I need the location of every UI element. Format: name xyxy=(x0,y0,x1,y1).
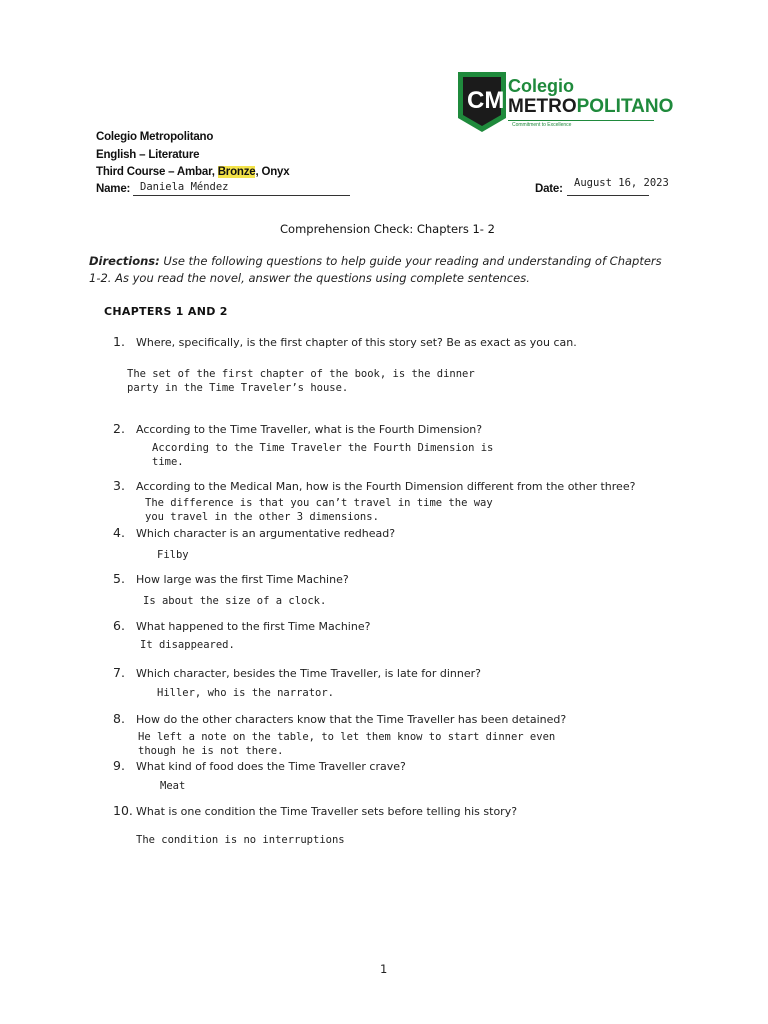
course-highlight: Bronze xyxy=(217,166,256,178)
date-value: August 16, 2023 xyxy=(574,177,669,189)
page-number: 1 xyxy=(380,962,388,976)
date-label: Date: xyxy=(535,183,563,195)
question-text: Where, specifically, is the first chapter of this story set? Be as exact as you can. xyxy=(136,336,577,349)
question-number: 6. xyxy=(113,618,125,633)
answer-text: The condition is no interruptions xyxy=(136,834,345,846)
directions-label: Directions: xyxy=(89,254,160,268)
name-value: Daniela Méndez xyxy=(140,181,229,193)
question-text: Which character, besides the Time Traveller, is late for dinner? xyxy=(136,667,481,680)
question-number: 7. xyxy=(113,665,125,680)
name-label: Name: xyxy=(96,183,131,195)
question-text: How do the other characters know that the Time Traveller has been detained? xyxy=(136,713,567,726)
question-number: 4. xyxy=(113,525,125,540)
answer-text: Filby xyxy=(157,549,189,561)
question-number: 10. xyxy=(113,803,133,818)
answer-text: The difference is that you can’t travel in time the way you travel in the other 3 dimensions. xyxy=(145,497,493,523)
svg-text:CM: CM xyxy=(467,87,505,114)
question-number: 3. xyxy=(113,478,125,493)
question-number: 9. xyxy=(113,758,125,773)
logo-line2 xyxy=(508,96,673,118)
answer-text: Hiller, who is the narrator. xyxy=(157,687,335,699)
date-underline xyxy=(567,195,649,196)
question-text: What is one condition the Time Traveller sets before telling his story? xyxy=(136,805,518,818)
logo-tagline: Commitment to Excellence xyxy=(512,122,572,128)
question-text: Which character is an argumentative redhead? xyxy=(136,527,396,540)
question-number: 8. xyxy=(113,711,125,726)
course-prefix: Third Course – Ambar, xyxy=(96,166,218,178)
shield-logo-icon xyxy=(456,68,508,134)
name-underline xyxy=(133,195,350,196)
directions-text: Use the following questions to help guide your reading and understanding of Chapters 1-2. As you read the novel, answer the questions using complete sentences. xyxy=(89,254,662,285)
question-text: According to the Time Traveller, what is the Fourth Dimension? xyxy=(136,423,483,436)
logo-line2-metro: METRO xyxy=(508,96,577,117)
answer-text: It disappeared. xyxy=(140,639,235,651)
question-text: What kind of food does the Time Traveller crave? xyxy=(136,760,406,773)
section-heading: CHAPTERS 1 AND 2 xyxy=(104,305,228,318)
logo-rule xyxy=(508,120,654,121)
answer-text: Is about the size of a clock. xyxy=(143,595,327,607)
directions xyxy=(89,253,669,287)
answer-text: The set of the first chapter of the book, is the dinner party in the Time Traveler’s house. xyxy=(127,368,475,394)
logo-line2-politano: POLITANO xyxy=(576,96,674,117)
logo-line1: Colegio xyxy=(508,76,574,96)
subject: English – Literature xyxy=(96,149,200,161)
answer-text: According to the Time Traveler the Fourth Dimension is time. xyxy=(152,442,494,468)
course-line xyxy=(96,166,289,178)
answer-text: Meat xyxy=(160,780,186,792)
school-name: Colegio Metropolitano xyxy=(96,131,214,143)
question-number: 1. xyxy=(113,334,125,349)
question-text: According to the Medical Man, how is the Fourth Dimension different from the other three? xyxy=(136,480,636,493)
question-text: What happened to the first Time Machine? xyxy=(136,620,371,633)
answer-text: He left a note on the table, to let them know to start dinner even though he is not there. xyxy=(138,731,556,757)
question-number: 5. xyxy=(113,571,125,586)
course-suffix: , Onyx xyxy=(255,166,290,178)
page-title: Comprehension Check: Chapters 1- 2 xyxy=(280,222,495,236)
question-text: How large was the first Time Machine? xyxy=(136,573,349,586)
question-number: 2. xyxy=(113,421,125,436)
school-logo xyxy=(456,68,674,134)
